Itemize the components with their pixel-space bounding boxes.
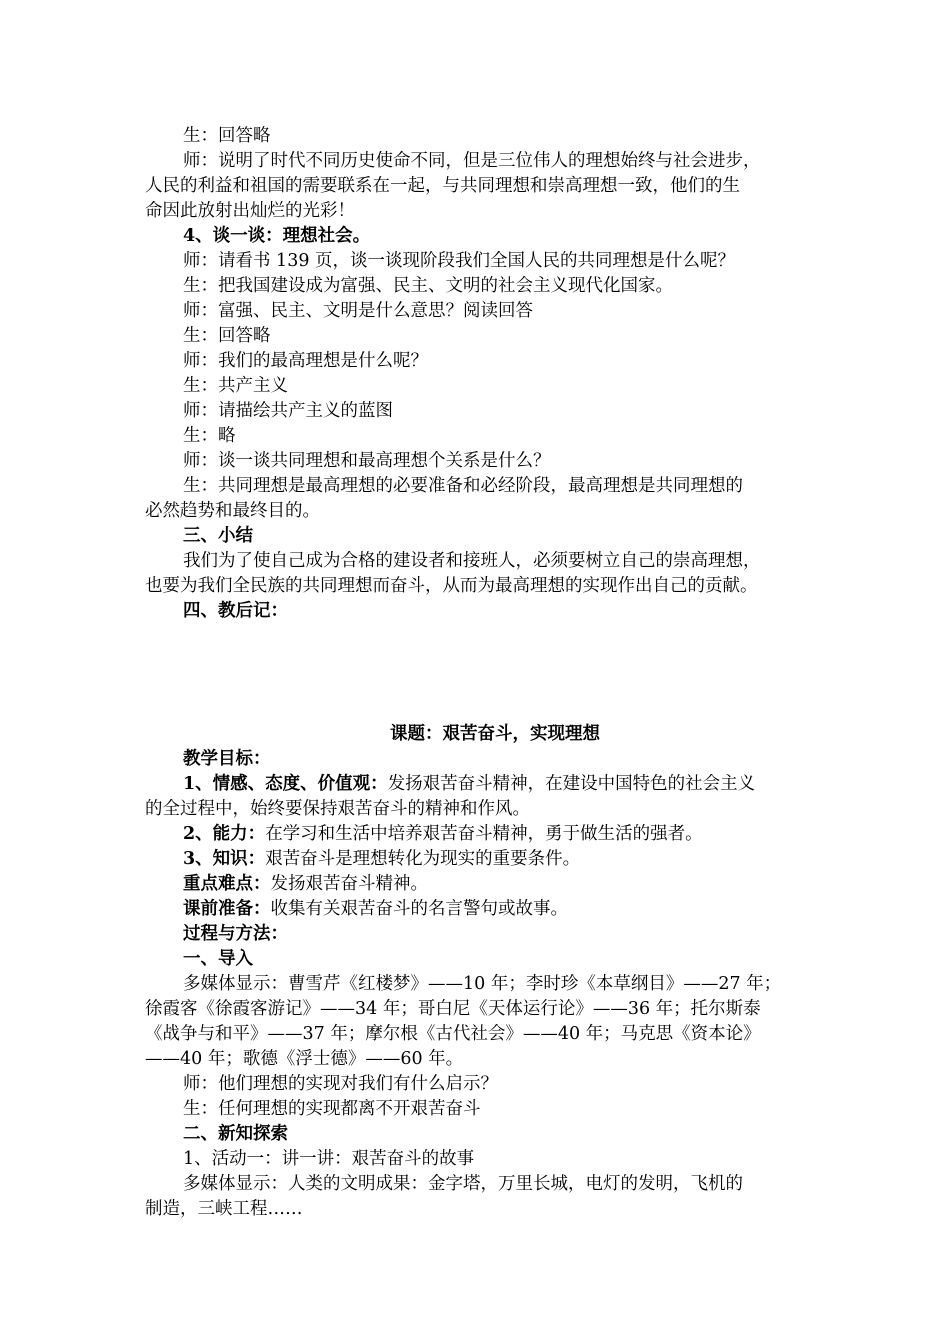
goal-1-text: 发扬艰苦奋斗精神，在建设中国特色的社会主义 [387,774,756,794]
goal-3-text: 艰苦奋斗是理想转化为现实的重要条件。 [265,849,581,869]
goal-2-label: 2、能力： [183,824,266,844]
line-student-answer-5: 生：略 [183,426,236,446]
key-points [0,872,950,897]
preparation-label: 课前准备： [183,899,271,919]
multimedia-line-2: 徐霞客《徐霞客游记》——34 年；哥白尼《天体运行论》——36 年；托尔斯泰 [145,999,761,1019]
line-student-answer-3: 生：回答略 [183,326,271,346]
multimedia-line-6: 制造，三峡工程…… [145,1199,303,1219]
goal-2-text: 在学习和生活中培养艰苦奋斗精神，勇于做生活的强者。 [265,824,703,844]
line-teacher-explain-cont2: 命因此放射出灿烂的光彩！ [145,201,355,221]
goal-3-label: 3、知识： [183,849,266,869]
multimedia-line-3: 《战争与和平》——37 年；摩尔根《古代社会》——40 年；马克思《资本论》 [145,1024,761,1044]
line-teacher-q-meaning: 师：富强、民主、文明是什么意思？阅读回答 [183,301,533,321]
key-points-text: 发扬艰苦奋斗精神。 [270,874,428,894]
line-teacher-q-highest: 师：我们的最高理想是什么呢？ [183,351,428,371]
multimedia-line-5: 多媒体显示：人类的文明成果：金字塔，万里长城，电灯的发明，飞机的 [183,1174,743,1194]
preparation [0,897,950,922]
line-student-answer-6: 生：共同理想是最高理想的必要准备和必经阶段，最高理想是共同理想的 [183,476,743,496]
heading-talk-ideal-society: 4、谈一谈：理想社会。 [183,226,371,246]
goal-1 [0,772,950,797]
line-summary-2: 也要为我们全民族的共同理想而奋斗，从而为最高理想的实现作出自己的贡献。 [145,576,758,596]
multimedia-line-4: ——40 年；歌德《浮士德》——60 年。 [145,1049,464,1069]
line-teacher-explain-cont1: 人民的利益和祖国的需要联系在一起，与共同理想和崇高理想一致，他们的生 [145,176,740,196]
preparation-text: 收集有关艰苦奋斗的名言警句或故事。 [270,899,568,919]
goal-1-label: 1、情感、态度、价值观： [183,774,388,794]
line-teacher-explain: 师：说明了时代不同历史使命不同，但是三位伟人的理想始终与社会进步， [183,151,761,171]
line-student-answer-7: 生：任何理想的实现都离不开艰苦奋斗 [183,1099,481,1119]
heading-introduction: 一、导入 [183,949,253,969]
activity-1: 1、活动一：讲一讲：艰苦奋斗的故事 [183,1149,475,1169]
heading-teaching-goals: 教学目标： [183,749,271,769]
line-summary-1: 我们为了使自己成为合格的建设者和接班人，必须要树立自己的崇高理想， [183,551,761,571]
goal-2 [0,822,950,847]
line-teacher-q-inspiration: 师：他们理想的实现对我们有什么启示？ [183,1074,498,1094]
line-student-answer-4: 生：共产主义 [183,376,288,396]
goal-1-cont: 的全过程中，始终要保持艰苦奋斗的精神和作风。 [145,799,530,819]
line-teacher-q-book: 师：请看书 139 页，谈一谈现阶段我们全国人民的共同理想是什么呢？ [183,251,736,271]
line-student-answer-2: 生：把我国建设成为富强、民主、文明的社会主义现代化国家。 [183,276,673,296]
heading-new-knowledge: 二、新知探索 [183,1124,288,1144]
line-student-answer-1: 生：回答略 [183,126,271,146]
key-points-label: 重点难点： [183,874,271,894]
line-teacher-q-relation: 师：谈一谈共同理想和最高理想个关系是什么？ [183,451,551,471]
heading-summary: 三、小结 [183,526,253,546]
heading-process-method: 过程与方法： [183,924,288,944]
lesson-title: 课题：艰苦奋斗，实现理想 [390,724,600,744]
heading-postscript: 四、教后记： [183,601,288,621]
line-teacher-describe: 师：请描绘共产主义的蓝图 [183,401,393,421]
goal-3 [0,847,950,872]
line-student-answer-6-cont: 必然趋势和最终目的。 [145,501,320,521]
multimedia-line-1: 多媒体显示：曹雪芹《红楼梦》——10 年；李时珍《本草纲目》——27 年； [183,974,782,994]
